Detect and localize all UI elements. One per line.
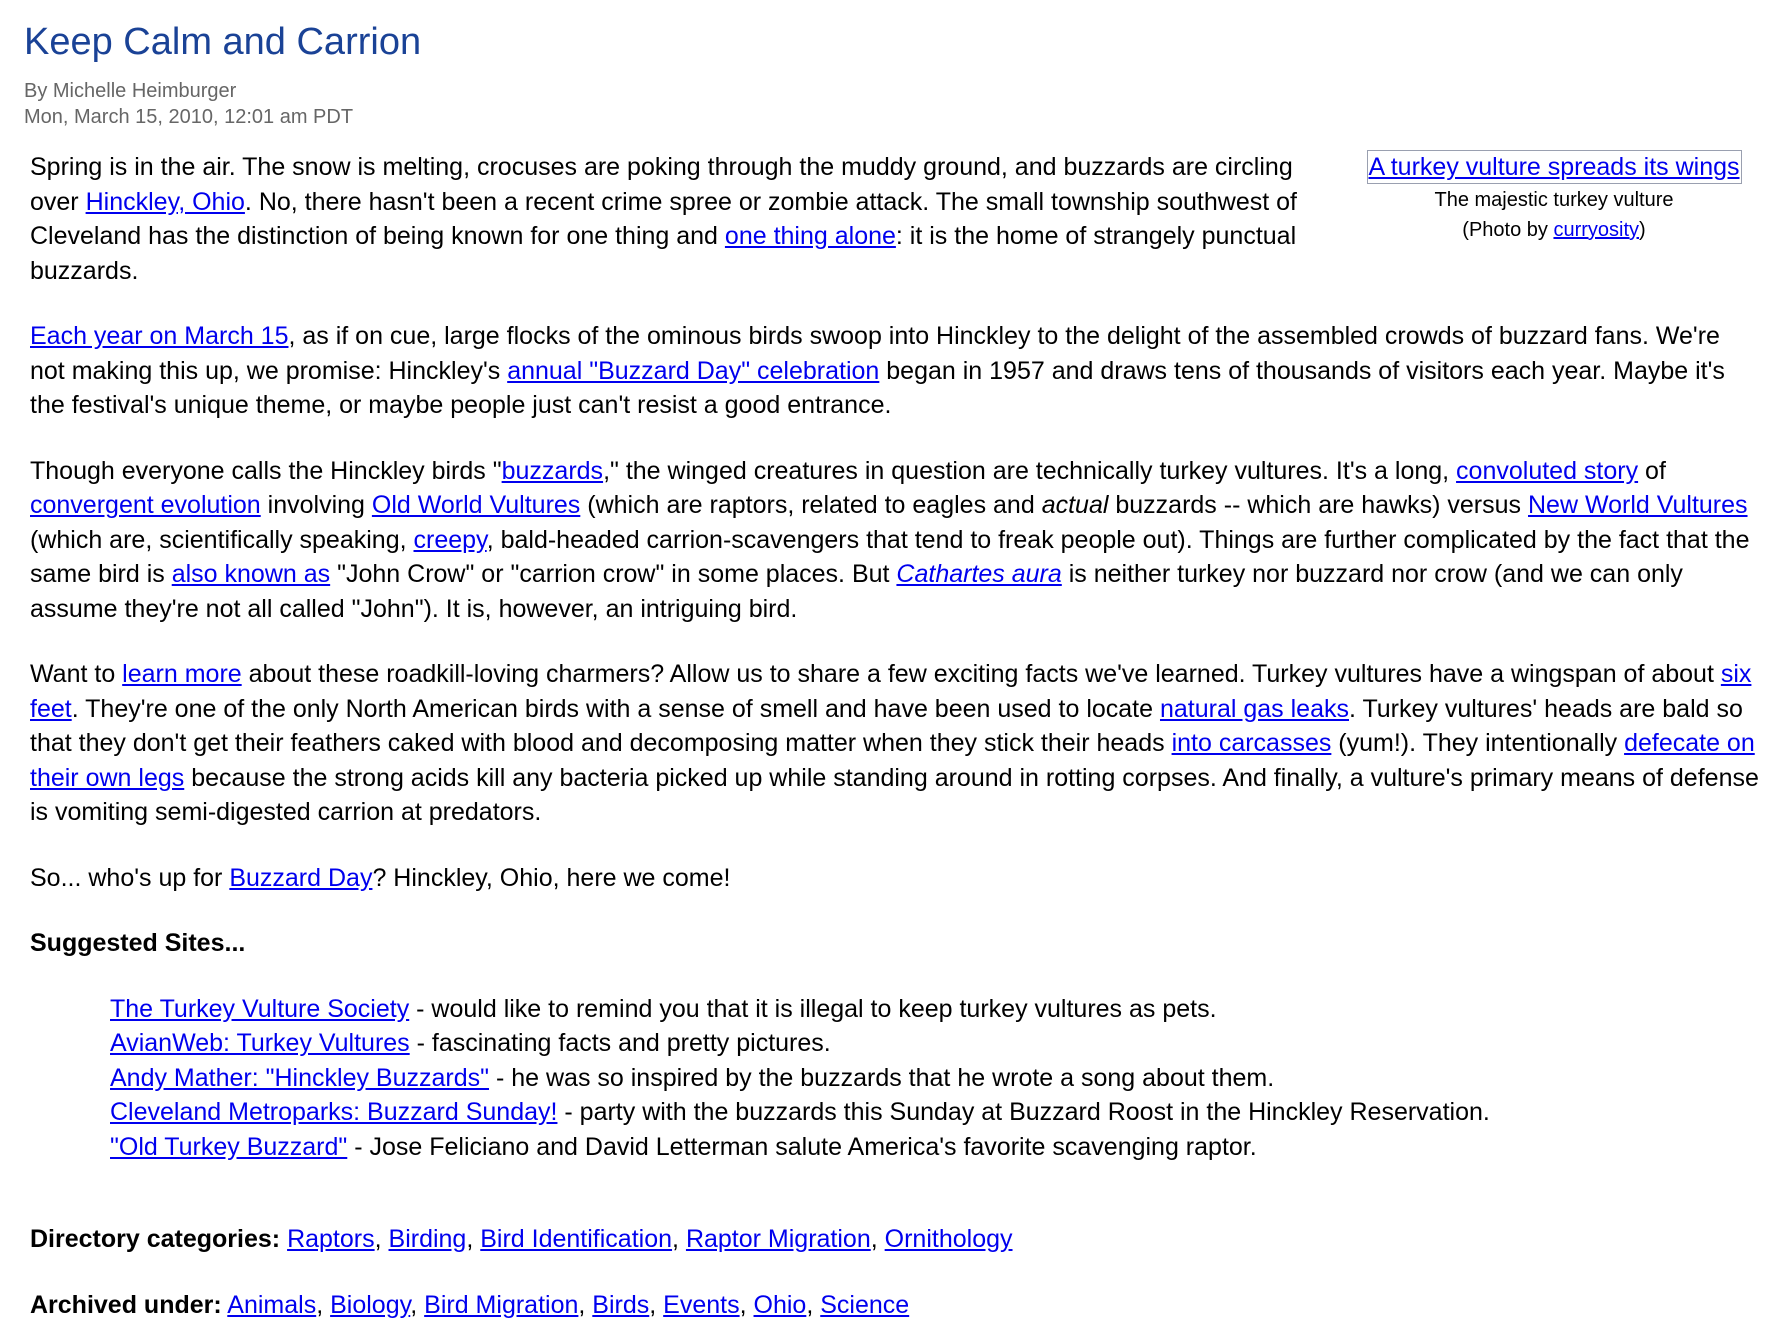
suggested-site-item [110, 1026, 1759, 1061]
separator: , [375, 1225, 389, 1253]
article-meta [24, 78, 1771, 130]
archive-tag-link[interactable]: Science [820, 1291, 909, 1319]
suggested-site-description: - Jose Feliciano and David Letterman salute America's favorite scavenging raptor. [347, 1133, 1256, 1161]
suggested-site-item [110, 1061, 1759, 1096]
suggested-site-description: - he was so inspired by the buzzards that he wrote a song about them. [489, 1064, 1274, 1092]
byline: By Michelle Heimburger [24, 78, 1771, 104]
link-creepy[interactable]: creepy [414, 526, 487, 554]
link-buzzards[interactable]: buzzards [502, 457, 603, 485]
paragraph-2: Each year on March 15, as if on cue, large flocks of the ominous birds swoop into Hinckley to the delight of the assembled crowds of buzzard fans. We're not making this up, we promise: Hinckley's annual "Buzzard Day" celebration began in 1957 and draws tens of thousands of visitors each year. Maybe it's the festival's unique theme, or maybe people just can't resist a good entrance. [30, 319, 1759, 423]
link-buzzard-day-celebration[interactable]: annual "Buzzard Day" celebration [507, 357, 879, 385]
photo-figure [1349, 150, 1759, 244]
suggested-sites-list [30, 992, 1759, 1165]
suggested-sites-heading: Suggested Sites... [30, 926, 1759, 961]
archive-tag-link[interactable]: Bird Migration [424, 1291, 578, 1319]
link-defecate[interactable]: defecate on their own legs [30, 729, 1755, 792]
archive-tag-link[interactable]: Events [663, 1291, 739, 1319]
photo-link[interactable]: A turkey vulture spreads its wings [1367, 150, 1742, 184]
link-also-known-as[interactable]: also known as [172, 560, 330, 588]
suggested-site-link[interactable]: Cleveland Metroparks: Buzzard Sunday! [110, 1098, 557, 1126]
photo-credit-link[interactable]: curryosity [1553, 219, 1639, 241]
suggested-site-link[interactable]: "Old Turkey Buzzard" [110, 1133, 347, 1161]
link-into-carcasses[interactable]: into carcasses [1172, 729, 1332, 757]
link-new-world-vultures[interactable]: New World Vultures [1528, 491, 1748, 519]
article-body [24, 150, 1771, 1322]
archive-tag-link[interactable]: Animals [227, 1291, 316, 1319]
suggested-site-link[interactable]: Andy Mather: "Hinckley Buzzards" [110, 1064, 489, 1092]
suggested-site-description: - party with the buzzards this Sunday at Buzzard Roost in the Hinckley Reservation. [557, 1098, 1489, 1126]
separator: , [410, 1291, 424, 1319]
suggested-site-description: - would like to remind you that it is illegal to keep turkey vultures as pets. [409, 995, 1216, 1023]
link-convergent-evolution[interactable]: convergent evolution [30, 491, 261, 519]
link-six-feet[interactable]: six feet [30, 660, 1751, 723]
archive-tag-link[interactable]: Ohio [754, 1291, 807, 1319]
separator: , [316, 1291, 330, 1319]
photo-caption: The majestic turkey vulture [1349, 186, 1759, 214]
separator: , [649, 1291, 663, 1319]
separator: , [466, 1225, 480, 1253]
directory-categories: Directory categories: Raptors, Birding, Bird Identification, Raptor Migration, Ornithology [30, 1222, 1759, 1257]
link-old-world-vultures[interactable]: Old World Vultures [372, 491, 580, 519]
publish-date: Mon, March 15, 2010, 12:01 am PDT [24, 104, 1771, 130]
suggested-site-description: - fascinating facts and pretty pictures. [410, 1029, 831, 1057]
link-each-year[interactable]: Each year on March 15 [30, 322, 288, 350]
suggested-site-link[interactable]: The Turkey Vulture Society [110, 995, 409, 1023]
separator: , [578, 1291, 592, 1319]
separator: , [740, 1291, 754, 1319]
directory-category-link[interactable]: Raptors [287, 1225, 375, 1253]
paragraph-3: Though everyone calls the Hinckley birds "buzzards," the winged creatures in question are technically turkey vultures. It's a long, convoluted story of convergent evolution involving Old World Vultures (which are raptors, related to eagles and actual buzzards -- which are hawks) versus New World Vultures (which are, scientifically speaking, creepy, bald-headed carrion-scavengers that tend to freak people out). Things are further complicated by the fact that the same bird is also known as "John Crow" or "carrion crow" in some places. But Cathartes aura is neither turkey nor buzzard nor crow (and we can only assume they're not all called "John"). It is, however, an intriguing bird. [30, 454, 1759, 627]
archive-tag-link[interactable]: Birds [592, 1291, 649, 1319]
archive-tag-link[interactable]: Biology [330, 1291, 410, 1319]
archived-under: Archived under: Animals, Biology, Bird Migration, Birds, Events, Ohio, Science [30, 1288, 1759, 1322]
separator: , [871, 1225, 885, 1253]
article-title: Keep Calm and Carrion [24, 18, 1771, 66]
photo-credit: (Photo by curryosity) [1349, 216, 1759, 244]
link-hinckley-ohio[interactable]: Hinckley, Ohio [86, 188, 245, 216]
suggested-site-link[interactable]: AvianWeb: Turkey Vultures [110, 1029, 410, 1057]
link-cathartes-aura[interactable]: Cathartes aura [896, 560, 1061, 588]
separator: , [806, 1291, 820, 1319]
suggested-site-item [110, 1095, 1759, 1130]
link-natural-gas-leaks[interactable]: natural gas leaks [1160, 695, 1349, 723]
separator: , [672, 1225, 686, 1253]
directory-category-link[interactable]: Raptor Migration [686, 1225, 871, 1253]
paragraph-1: Spring is in the air. The snow is melting, crocuses are poking through the muddy ground, and buzzards are circling over Hinckley, Ohio. No, there hasn't been a recent crime spree or zombie attack. The small township southwest of Cleveland has the distinction of being known for one thing and one thing alone: it is the home of strangely punctual buzzards. [30, 150, 1759, 288]
suggested-site-item [110, 1130, 1759, 1165]
paragraph-5: So... who's up for Buzzard Day? Hinckley, Ohio, here we come! [30, 861, 1759, 896]
directory-category-link[interactable]: Ornithology [885, 1225, 1013, 1253]
directory-category-link[interactable]: Bird Identification [480, 1225, 672, 1253]
link-learn-more[interactable]: learn more [122, 660, 242, 688]
link-convoluted-story[interactable]: convoluted story [1456, 457, 1638, 485]
paragraph-4: Want to learn more about these roadkill-loving charmers? Allow us to share a few exciting facts we've learned. Turkey vultures have a wingspan of about six feet. They're one of the only North American birds with a sense of smell and have been used to locate natural gas leaks. Turkey vultures' heads are bald so that they don't get their feathers caked with blood and decomposing matter when they stick their heads into carcasses (yum!). They intentionally defecate on their own legs because the strong acids kill any bacteria picked up while standing around in rotting corpses. And finally, a vulture's primary means of defense is vomiting semi-digested carrion at predators. [30, 657, 1759, 830]
link-buzzard-day[interactable]: Buzzard Day [229, 864, 372, 892]
suggested-site-item [110, 992, 1759, 1027]
link-one-thing-alone[interactable]: one thing alone [725, 222, 896, 250]
directory-category-link[interactable]: Birding [389, 1225, 467, 1253]
